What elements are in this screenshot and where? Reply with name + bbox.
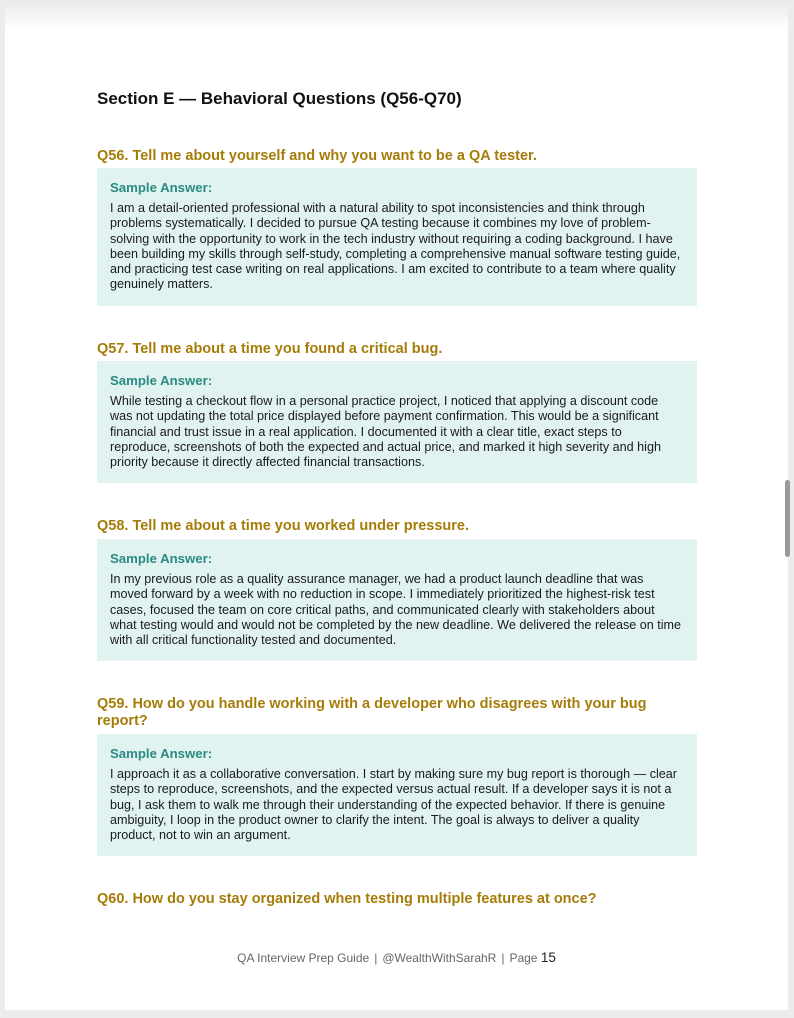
footer-separator: | [374, 951, 378, 965]
answer-label: Sample Answer: [110, 373, 213, 388]
answer-box-59 [97, 734, 697, 856]
question-58-title: Q58. Tell me about a time you worked under pressure. [97, 518, 470, 534]
footer-page-number: 15 [540, 950, 556, 965]
answer-box-56 [97, 168, 697, 306]
answer-box-57 [97, 361, 697, 483]
question-59-title: Q59. How do you handle working with a developer who disagrees with your bug report? [97, 696, 647, 729]
document-page [5, 0, 788, 1010]
answer-label: Sample Answer: [110, 551, 213, 566]
footer-separator: | [501, 951, 505, 965]
footer-guide-title: QA Interview Prep Guide [237, 951, 370, 965]
footer-handle: @WealthWithSarahR [382, 951, 497, 965]
answer-text-59: I approach it as a collaborative conversation. I start by making sure my bug report is thorough — clear steps to reproduce, screenshots, and the expected versus actual result. If a developer says it is not a bug, I ask them to walk me through their understanding of the expected behavior. If there is genuine ambiguity, I loop in the product owner to clarify the intent. The goal is always to deliver a quality product, not to win an argument. [110, 767, 677, 843]
question-60-title: Q60. How do you stay organized when testing multiple features at once? [97, 891, 597, 907]
answer-text-58: In my previous role as a quality assurance manager, we had a product launch deadline that was moved forward by a week with no reduction in scope. I immediately prioritized the highest-risk test cases, focused the team on core critical paths, and communicated clearly with stakeholders about what testing would and would not be completed by the new deadline. We delivered the release on time with all critical functionality tested and documented. [110, 572, 682, 648]
question-57-title: Q57. Tell me about a time you found a critical bug. [97, 341, 443, 357]
top-shadow [5, 0, 788, 30]
answer-text-56: I am a detail-oriented professional with a natural ability to spot inconsistencies and think through problems systematically. I decided to pursue QA testing because it combines my love of problem-solving with the opportunity to work in the tech industry without requiring a coding background. I have been building my skills through self-study, completing a comprehensive manual software testing guide, and practicing test case writing on real applications. I am excited to contribute to a team where quality genuinely matters. [110, 201, 681, 292]
page-footer [5, 950, 788, 965]
answer-text-57: While testing a checkout flow in a personal practice project, I noticed that applying a discount code was not updating the total price displayed before payment confirmation. This would be a significant financial and trust issue in a real application. I documented it with a clear title, exact steps to reproduce, screenshots of both the expected and actual price, and marked it high severity and high priority because it directly affected financial transactions. [110, 394, 661, 470]
answer-label: Sample Answer: [110, 180, 213, 195]
question-56-title: Q56. Tell me about yourself and why you want to be a QA tester. [97, 148, 537, 164]
footer-page-label: Page [509, 951, 538, 965]
answer-box-58 [97, 539, 697, 661]
section-title: Section E — Behavioral Questions (Q56-Q70) [97, 89, 462, 108]
scrollbar-thumb[interactable] [785, 480, 790, 557]
answer-label: Sample Answer: [110, 746, 213, 761]
